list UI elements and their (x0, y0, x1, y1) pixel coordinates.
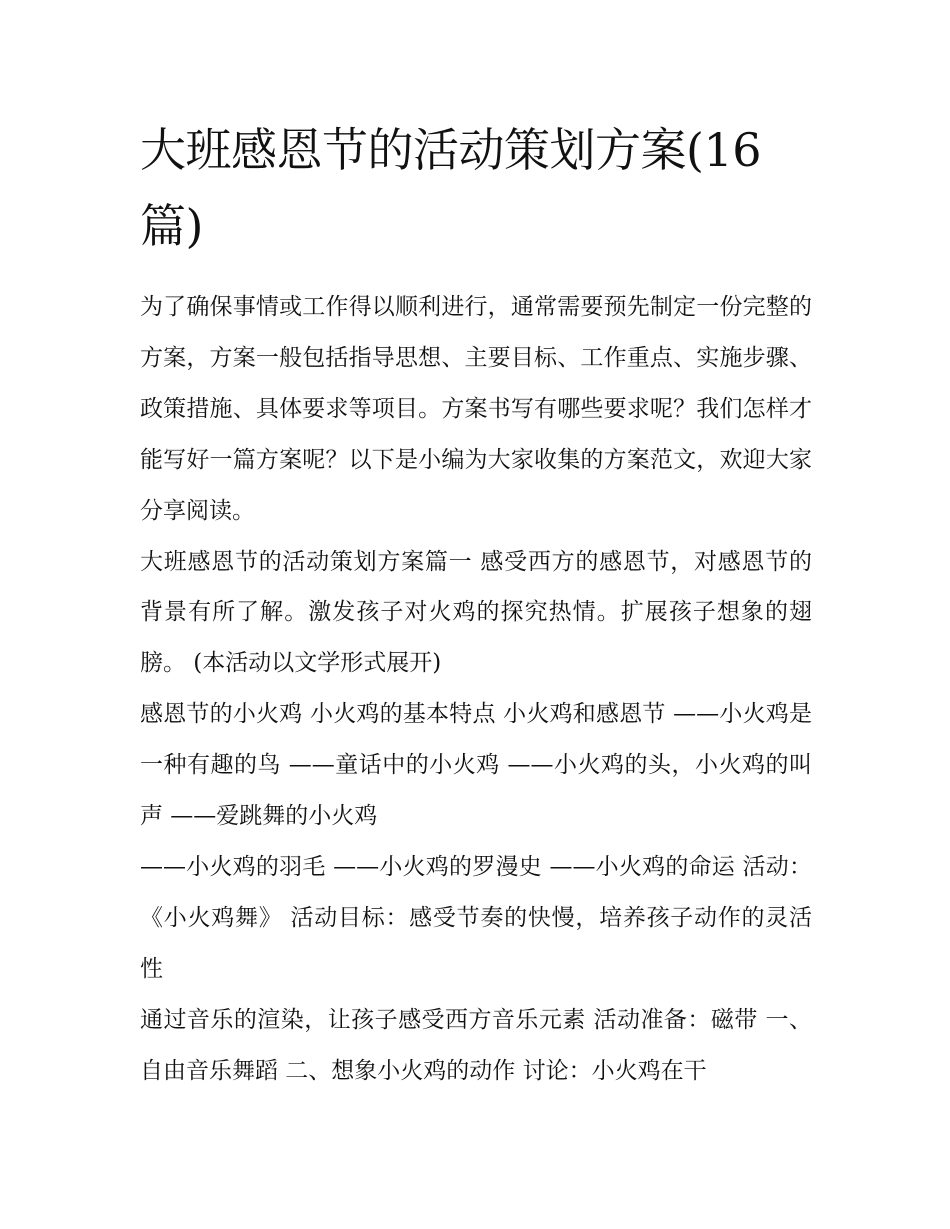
intro-paragraph: 为了确保事情或工作得以顺利进行，通常需要预先制定一份完整的方案，方案一般包括指导思想、主要目标、工作重点、实施步骤、政策措施、具体要求等项目。方案书写有哪些要求呢？我们怎样才能写好一篇方案呢？以下是小编为大家收集的方案范文，欢迎大家分享阅读。 (140, 294, 812, 524)
body-paragraph: 大班感恩节的活动策划方案篇一 感受西方的感恩节，对感恩节的背景有所了解。激发孩子对火鸡的探究热情。扩展孩子想象的翅膀。 (本活动以文学形式展开) (140, 548, 812, 677)
document-body (140, 112, 812, 1097)
body-paragraph: ——小火鸡的羽毛 ——小火鸡的罗漫史 ——小火鸡的命运 活动：《小火鸡舞》 活动目标：感受节奏的快慢，培养孩子动作的灵活性 (140, 853, 812, 982)
body-paragraph: 感恩节的小火鸡 小火鸡的基本特点 小火鸡和感恩节 ——小火鸡是一种有趣的鸟 ——童话中的小火鸡 ——小火鸡的头，小火鸡的叫声 ——爱跳舞的小火鸡 (140, 701, 812, 830)
body-paragraph: 通过音乐的渲染，让孩子感受西方音乐元素 活动准备：磁带 一、自由音乐舞蹈 二、想象小火鸡的动作 讨论：小火鸡在干 (140, 1006, 812, 1084)
document-title: 大班感恩节的活动策划方案(16篇) (140, 123, 761, 253)
